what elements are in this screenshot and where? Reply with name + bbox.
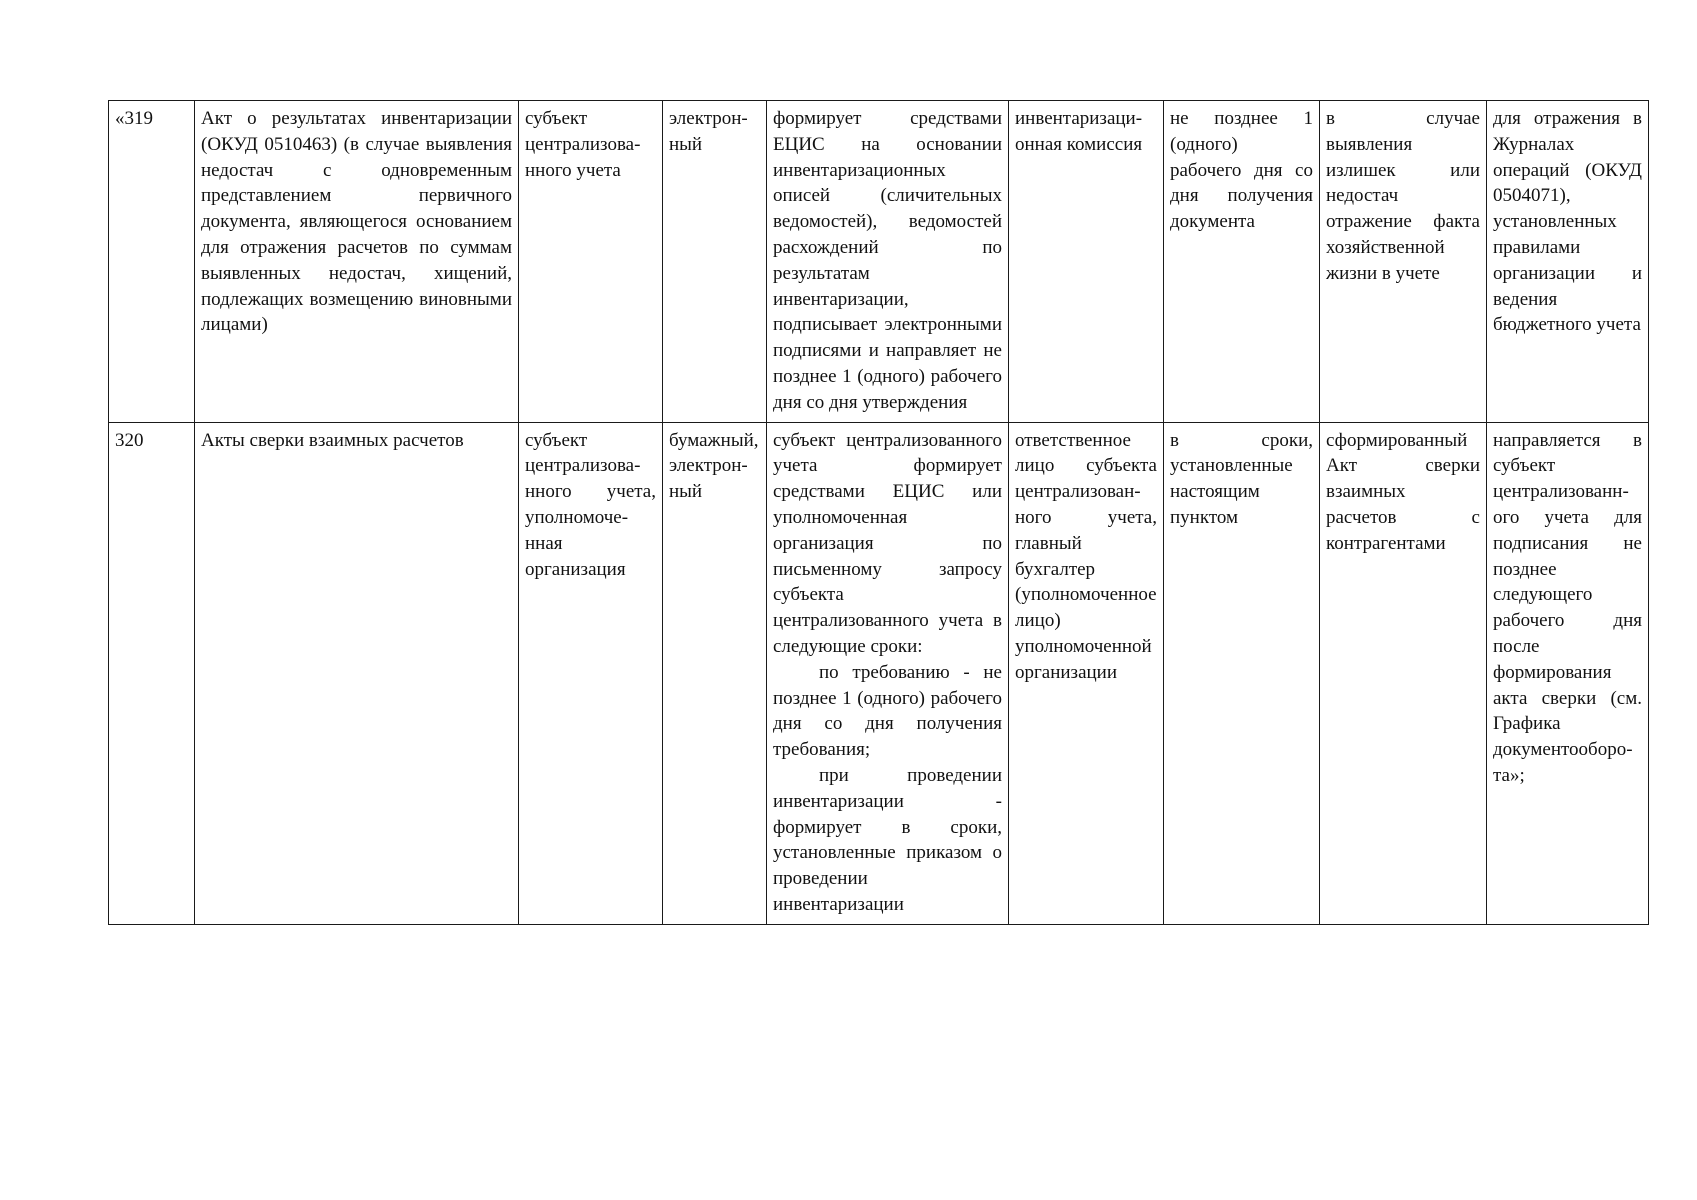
purpose: для отражения в Журналах операций (ОКУД 0504071), установленных правилами организации и ведения бюджетного учета — [1487, 101, 1649, 423]
table-row — [109, 101, 1649, 423]
document-page — [108, 100, 1648, 925]
formation-procedure — [767, 422, 1009, 924]
document-name: Акт о результатах инвентаризации (ОКУД 0510463) (в случае выявления недостач с одновременным представлением первичного документа, являющегося основанием для отражения расчетов по суммам выявленных недостач, хищений, подлежащих возмещению виновными лицами) — [195, 101, 519, 423]
responsible-party: субъект централизованного учета — [519, 101, 663, 423]
formation-procedure: формирует средствами ЕЦИС на основании инвентаризационных описей (сличительных ведомостей), ведомостей расхождений по результатам инвентаризации, подписывает электронными подписями и направляет не позднее 1 (одного) рабочего дня со дня утверждения — [767, 101, 1009, 423]
table-row — [109, 422, 1649, 924]
condition: в случае выявления излишек или недостач отражение факта хозяйственной жизни в учете — [1320, 101, 1487, 423]
procedure-item-inventory: при проведении инвентаризации - формирует в сроки, установленные приказом о проведении инвентаризации — [773, 764, 1002, 915]
document-format: бумажный, электронный — [663, 422, 767, 924]
procedure-intro: субъект централизованного учета формирует средствами ЕЦИС или уполномоченная организация по письменному запросу субъекта централизованного учета в следующие сроки: — [773, 429, 1002, 657]
row-number: 320 — [109, 422, 195, 924]
signer: ответственное лицо субъекта централизованного учета, главный бухгалтер (уполномоченное лицо) уполномоченной организации — [1009, 422, 1164, 924]
signer: инвентаризационная комиссия — [1009, 101, 1164, 423]
purpose: направляется в субъект централизованного учета для подписания не позднее следующего рабочего дня после формирования акта сверки (см. Графика документооборота»; — [1487, 422, 1649, 924]
condition: сформированный Акт сверки взаимных расчетов с контрагентами — [1320, 422, 1487, 924]
document-name: Акты сверки взаимных расчетов — [195, 422, 519, 924]
document-flow-table — [108, 100, 1649, 925]
deadline: не позднее 1 (одного) рабочего дня со дня получения документа — [1164, 101, 1320, 423]
row-number: «319 — [109, 101, 195, 423]
deadline: в сроки, установленные настоящим пунктом — [1164, 422, 1320, 924]
document-format: электронный — [663, 101, 767, 423]
responsible-party: субъект централизованного учета, уполномоченная организация — [519, 422, 663, 924]
procedure-item-on-request: по требованию - не позднее 1 (одного) рабочего дня со дня получения требования; — [773, 661, 1002, 761]
